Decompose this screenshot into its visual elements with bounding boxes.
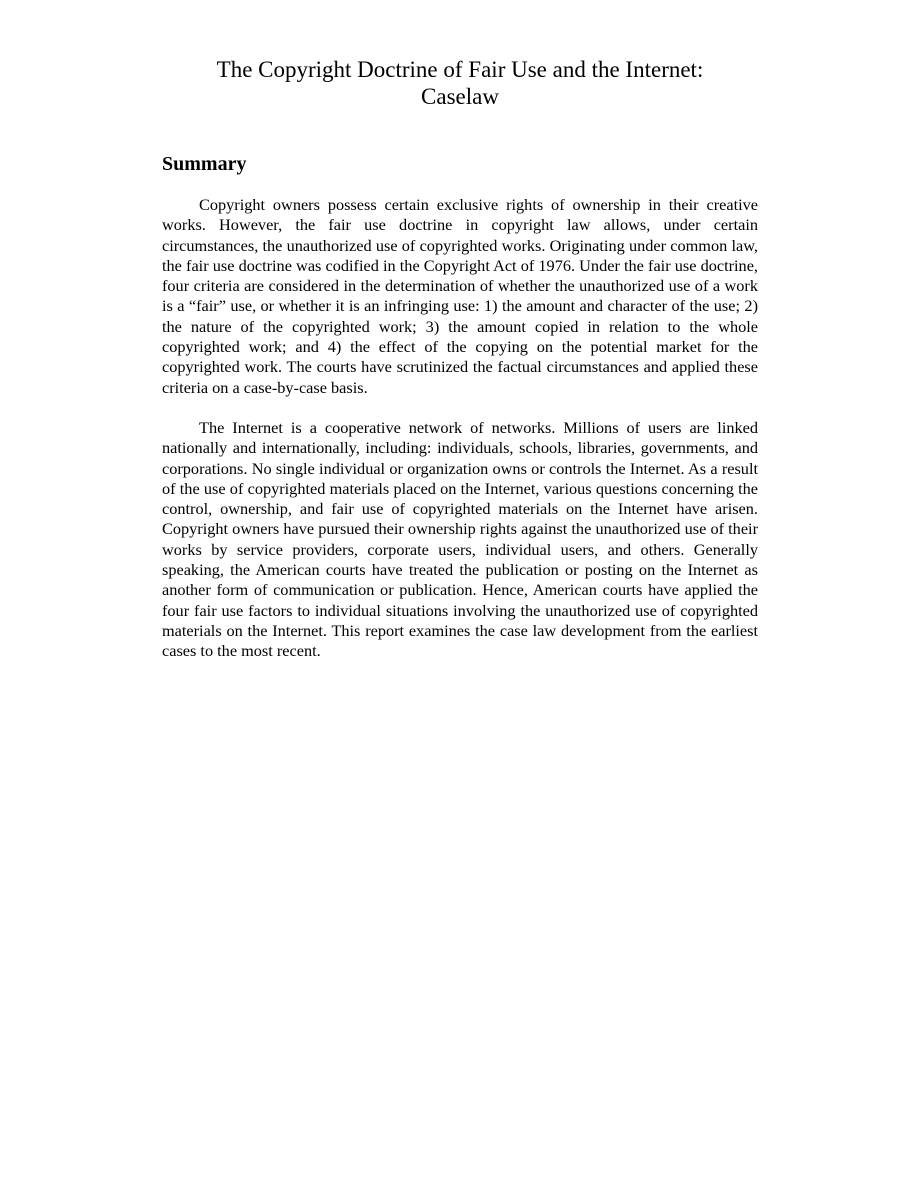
summary-heading: Summary	[162, 153, 247, 175]
summary-paragraph-1: Copyright owners possess certain exclusive rights of ownership in their creative works. However, the fair use doctrine in copyright law allows, under certain circumstances, the unauthorized use of copyrighted works. Originating under common law, the fair use doctrine was codified in the Copyright Act of 1976. Under the fair use doctrine, four criteria are considered in the determination of whether the unauthorized use of a work is a “fair” use, or whether it is an infringing use: 1) the amount and character of the use; 2) the nature of the copyrighted work; 3) the amount copied in relation to the whole copyrighted work; and 4) the effect of the copying on the potential market for the copyrighted work. The courts have scrutinized the factual circumstances and applied these criteria on a case-by-case basis.	[162, 195, 758, 397]
summary-paragraph-2: The Internet is a cooperative network of networks. Millions of users are linked nationally and internationally, including: individuals, schools, libraries, governments, and corporations. No single individual or organization owns or controls the Internet. As a result of the use of copyrighted materials placed on the Internet, various questions concerning the control, ownership, and fair use of copyrighted materials on the Internet have arisen. Copyright owners have pursued their ownership rights against the unauthorized use of their works by service providers, corporate users, individual users, and others. Generally speaking, the American courts have treated the publication or posting on the Internet as another form of communication or publication. Hence, American courts have applied the four fair use factors to individual situations involving the unauthorized use of copyrighted materials on the Internet. This report examines the case law development from the earliest cases to the most recent.	[162, 418, 758, 661]
document-title	[162, 56, 758, 110]
document-title-line-2: Caselaw	[421, 84, 499, 109]
document-title-line-1: The Copyright Doctrine of Fair Use and the Internet:	[216, 57, 704, 82]
